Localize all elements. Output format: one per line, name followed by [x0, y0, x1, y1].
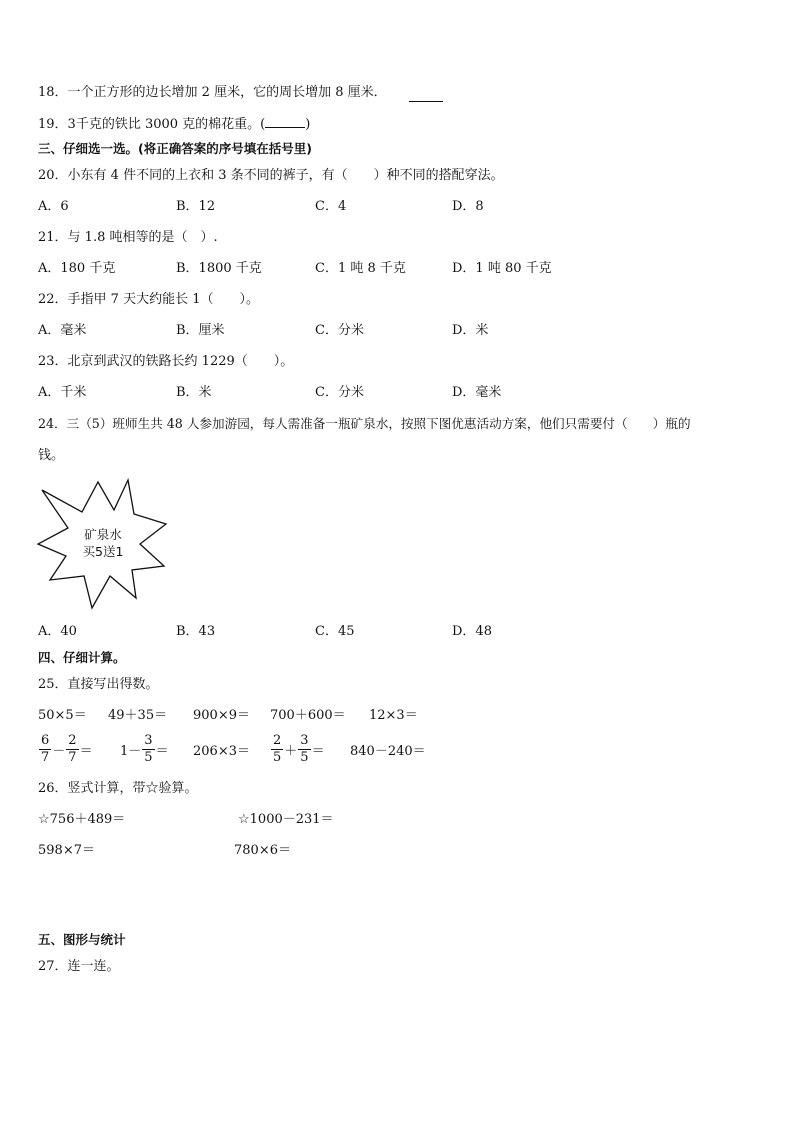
question-19: [38, 115, 310, 134]
calc-item: 12×3＝: [369, 708, 418, 723]
question-20-text: 20．小东有 4 件不同的上衣和 3 条不同的裤子，有（ ）种不同的搭配穿法。: [38, 168, 504, 183]
option-a[interactable]: A．千米: [38, 385, 87, 400]
question-21-text: 21．与 1.8 吨相等的是（ ）.: [38, 230, 218, 245]
starburst-line-2: 买5送1: [82, 544, 124, 559]
vertical-calc-item: ☆756＋489＝: [38, 812, 126, 827]
option-c[interactable]: C．4: [315, 199, 347, 214]
fraction: $\frac{3}{5}$: [300, 733, 309, 765]
section-3-title: 三、仔细选一选。(将正确答案的序号填在括号里): [38, 141, 312, 156]
option-b[interactable]: B．米: [176, 385, 212, 400]
calc-item: 206×3＝: [193, 744, 250, 759]
question-18-text: 18．一个正方形的边长增加 2 厘米，它的周长增加 8 厘米．: [38, 85, 387, 100]
starburst-label: [36, 526, 170, 560]
section-5-title: 五、图形与统计: [38, 932, 126, 947]
option-b[interactable]: B．厘米: [176, 323, 225, 338]
calc-item: 700＋600＝: [270, 708, 346, 723]
option-d[interactable]: D．毫米: [452, 385, 502, 400]
option-c[interactable]: C．45: [315, 624, 355, 639]
option-b[interactable]: B．12: [176, 199, 216, 214]
calc-item-fraction: $\frac{6}{7}$ － $\frac{2}{7}$ ＝: [41, 733, 93, 765]
fraction: $\frac{2}{7}$: [68, 733, 77, 765]
section-4-title: 四、仔细计算。: [38, 650, 126, 665]
fraction: $\frac{6}{7}$: [41, 733, 50, 765]
fraction: $\frac{2}{5}$: [273, 733, 282, 765]
option-d[interactable]: D．米: [452, 323, 489, 338]
calc-item-fraction: $\frac{2}{5}$ ＋ $\frac{3}{5}$ ＝: [273, 733, 325, 765]
option-c[interactable]: C．分米: [315, 323, 364, 338]
option-c[interactable]: C．1 吨 8 千克: [315, 261, 406, 276]
answer-blank[interactable]: [409, 87, 443, 102]
question-25-text: 25．直接写出得数。: [38, 677, 159, 692]
question-24-text: 24．三（5）班师生共 48 人参加游园，每人需准备一瓶矿泉水，按照下图优惠活动方案，他们只需要付（ ）瓶的: [38, 416, 691, 431]
calc-item: 49＋35＝: [108, 708, 168, 723]
promo-starburst: [36, 476, 170, 612]
vertical-calc-item: ☆1000－231＝: [238, 812, 334, 827]
question-24-text-cont: 钱。: [38, 448, 65, 463]
question-19-text: 19．3千克的铁比 3000 克的棉花重。(: [38, 117, 266, 132]
calc-item: 50×5＝: [38, 708, 87, 723]
option-d[interactable]: D．48: [452, 624, 492, 639]
question-18: [38, 84, 443, 102]
option-c[interactable]: C．分米: [315, 385, 364, 400]
answer-blank[interactable]: [265, 115, 305, 128]
question-27-text: 27．连一连。: [38, 959, 120, 974]
vertical-calc-item: 598×7＝: [38, 843, 95, 858]
question-23-text: 23．北京到武汉的铁路长约 1229（ ）。: [38, 354, 294, 369]
vertical-calc-item: 780×6＝: [234, 843, 291, 858]
calc-item: 900×9＝: [193, 708, 250, 723]
option-b[interactable]: B．1800 千克: [176, 261, 262, 276]
option-a[interactable]: A．180 千克: [38, 261, 116, 276]
question-22-text: 22．手指甲 7 天大约能长 1（ ）。: [38, 292, 259, 307]
option-b[interactable]: B．43: [176, 624, 216, 639]
option-a[interactable]: A．毫米: [38, 323, 87, 338]
question-26-text: 26．竖式计算，带☆验算。: [38, 781, 198, 796]
fraction: $\frac{3}{5}$: [144, 733, 153, 765]
option-a[interactable]: A．6: [38, 199, 69, 214]
starburst-line-1: 矿泉水: [84, 527, 122, 542]
question-19-close: ): [305, 117, 311, 132]
option-d[interactable]: D．1 吨 80 千克: [452, 261, 552, 276]
option-d[interactable]: D．8: [452, 199, 484, 214]
calc-item-fraction: 1－ $\frac{3}{5}$ ＝: [120, 733, 169, 765]
calc-item: 840－240＝: [350, 744, 426, 759]
option-a[interactable]: A．40: [38, 624, 77, 639]
